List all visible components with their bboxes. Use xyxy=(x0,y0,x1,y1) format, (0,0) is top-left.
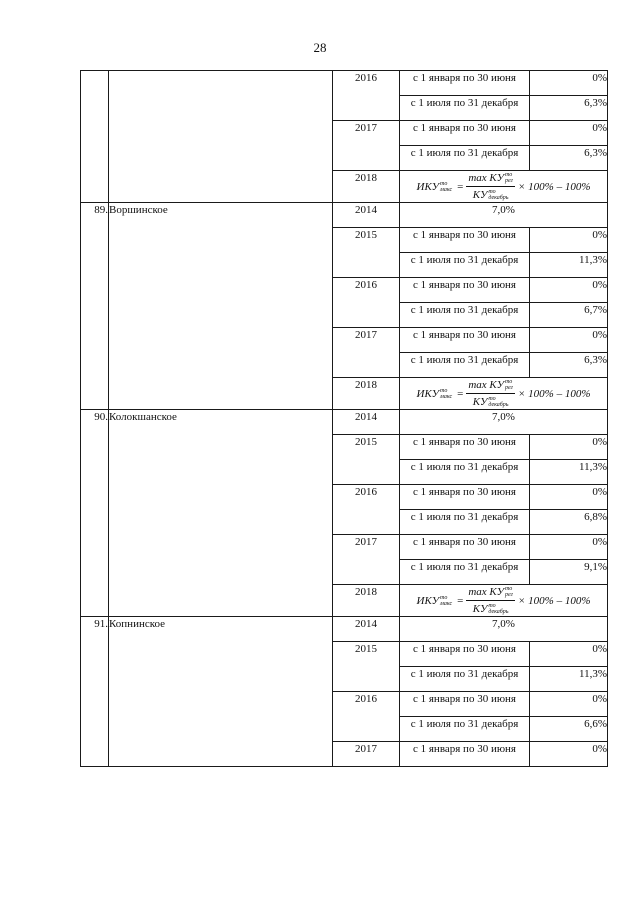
settlement-name: Воршинское xyxy=(109,203,333,410)
formula-lhs: ИКУ xyxy=(416,387,440,400)
year-cell: 2017 xyxy=(333,742,400,767)
period-cell: с 1 июля по 31 декабря xyxy=(400,510,530,535)
annual-index-cell: 7,0% xyxy=(400,617,608,642)
year-cell: 2016 xyxy=(333,485,400,535)
index-value-cell: 0% xyxy=(530,328,608,353)
period-cell: с 1 января по 30 июня xyxy=(400,485,530,510)
year-cell: 2017 xyxy=(333,535,400,585)
index-value-cell: 11,3% xyxy=(530,667,608,692)
period-cell: с 1 января по 30 июня xyxy=(400,328,530,353)
year-cell: 2017 xyxy=(333,121,400,171)
year-cell: 2014 xyxy=(333,203,400,228)
table-row xyxy=(81,71,608,96)
index-value-cell: 0% xyxy=(530,535,608,560)
index-value-cell: 0% xyxy=(530,121,608,146)
index-value-cell: 11,3% xyxy=(530,460,608,485)
formula-tail: × 100% – 100% xyxy=(517,594,591,607)
formula-tail: × 100% – 100% xyxy=(517,180,591,193)
period-cell: с 1 января по 30 июня xyxy=(400,121,530,146)
period-cell: с 1 июля по 31 декабря xyxy=(400,146,530,171)
year-cell: 2018 xyxy=(333,378,400,410)
year-cell: 2015 xyxy=(333,228,400,278)
year-cell: 2016 xyxy=(333,278,400,328)
formula-lhs: ИКУ xyxy=(416,180,440,193)
formula-cell xyxy=(400,378,608,410)
index-value-cell: 6,3% xyxy=(530,146,608,171)
index-value-cell: 0% xyxy=(530,485,608,510)
formula: ИКУ то макс = max КУ то рег КУ то декабрь × 100% – 100% xyxy=(416,379,591,409)
settlement-name: Копнинское xyxy=(109,617,333,767)
year-cell: 2015 xyxy=(333,642,400,692)
index-value-cell: 6,7% xyxy=(530,303,608,328)
formula-lhs: ИКУ xyxy=(416,594,440,607)
year-cell: 2015 xyxy=(333,435,400,485)
period-cell: с 1 января по 30 июня xyxy=(400,435,530,460)
year-cell: 2016 xyxy=(333,71,400,121)
period-cell: с 1 января по 30 июня xyxy=(400,278,530,303)
period-cell: с 1 июля по 31 декабря xyxy=(400,667,530,692)
formula-numerator: max КУ xyxy=(468,172,504,184)
formula-cell xyxy=(400,585,608,617)
annual-index-cell: 7,0% xyxy=(400,410,608,435)
tariff-table xyxy=(80,70,608,767)
year-cell: 2014 xyxy=(333,410,400,435)
period-cell: с 1 января по 30 июня xyxy=(400,71,530,96)
year-cell: 2018 xyxy=(333,171,400,203)
period-cell: с 1 июля по 31 декабря xyxy=(400,96,530,121)
settlement-name: Колокшанское xyxy=(109,410,333,617)
formula: ИКУ то макс = max КУ то рег КУ то декабрь × 100% – 100% xyxy=(416,172,591,202)
index-value-cell: 0% xyxy=(530,642,608,667)
period-cell: с 1 июля по 31 декабря xyxy=(400,303,530,328)
year-cell: 2016 xyxy=(333,692,400,742)
period-cell: с 1 января по 30 июня xyxy=(400,692,530,717)
period-cell: с 1 июля по 31 декабря xyxy=(400,560,530,585)
period-cell: с 1 января по 30 июня xyxy=(400,742,530,767)
row-number: 91. xyxy=(81,617,109,767)
period-cell: с 1 июля по 31 декабря xyxy=(400,353,530,378)
formula-denominator: КУ xyxy=(472,396,488,408)
formula-cell xyxy=(400,171,608,203)
page-number: 28 xyxy=(313,40,327,55)
table-row xyxy=(81,617,608,642)
formula: ИКУ то макс = max КУ то рег КУ то декабрь × 100% – 100% xyxy=(416,586,591,616)
row-number: 89. xyxy=(81,203,109,410)
period-cell: с 1 января по 30 июня xyxy=(400,228,530,253)
settlement-name xyxy=(109,71,333,203)
period-cell: с 1 января по 30 июня xyxy=(400,535,530,560)
annual-index-cell: 7,0% xyxy=(400,203,608,228)
index-value-cell: 6,8% xyxy=(530,510,608,535)
period-cell: с 1 июля по 31 декабря xyxy=(400,460,530,485)
year-cell: 2017 xyxy=(333,328,400,378)
formula-numerator: max КУ xyxy=(468,379,504,391)
index-value-cell: 0% xyxy=(530,742,608,767)
index-value-cell: 6,3% xyxy=(530,96,608,121)
index-value-cell: 0% xyxy=(530,278,608,303)
year-cell: 2018 xyxy=(333,585,400,617)
period-cell: с 1 июля по 31 декабря xyxy=(400,717,530,742)
formula-numerator: max КУ xyxy=(468,586,504,598)
index-value-cell: 0% xyxy=(530,435,608,460)
index-value-cell: 0% xyxy=(530,692,608,717)
index-value-cell: 9,1% xyxy=(530,560,608,585)
table-row xyxy=(81,203,608,228)
year-cell: 2014 xyxy=(333,617,400,642)
formula-tail: × 100% – 100% xyxy=(517,387,591,400)
formula-denominator: КУ xyxy=(472,189,488,201)
index-value-cell: 0% xyxy=(530,228,608,253)
row-number: 90. xyxy=(81,410,109,617)
index-value-cell: 6,6% xyxy=(530,717,608,742)
index-value-cell: 11,3% xyxy=(530,253,608,278)
row-number xyxy=(81,71,109,203)
formula-denominator: КУ xyxy=(472,603,488,615)
period-cell: с 1 января по 30 июня xyxy=(400,642,530,667)
index-value-cell: 6,3% xyxy=(530,353,608,378)
index-value-cell: 0% xyxy=(530,71,608,96)
table-row xyxy=(81,410,608,435)
period-cell: с 1 июля по 31 декабря xyxy=(400,253,530,278)
